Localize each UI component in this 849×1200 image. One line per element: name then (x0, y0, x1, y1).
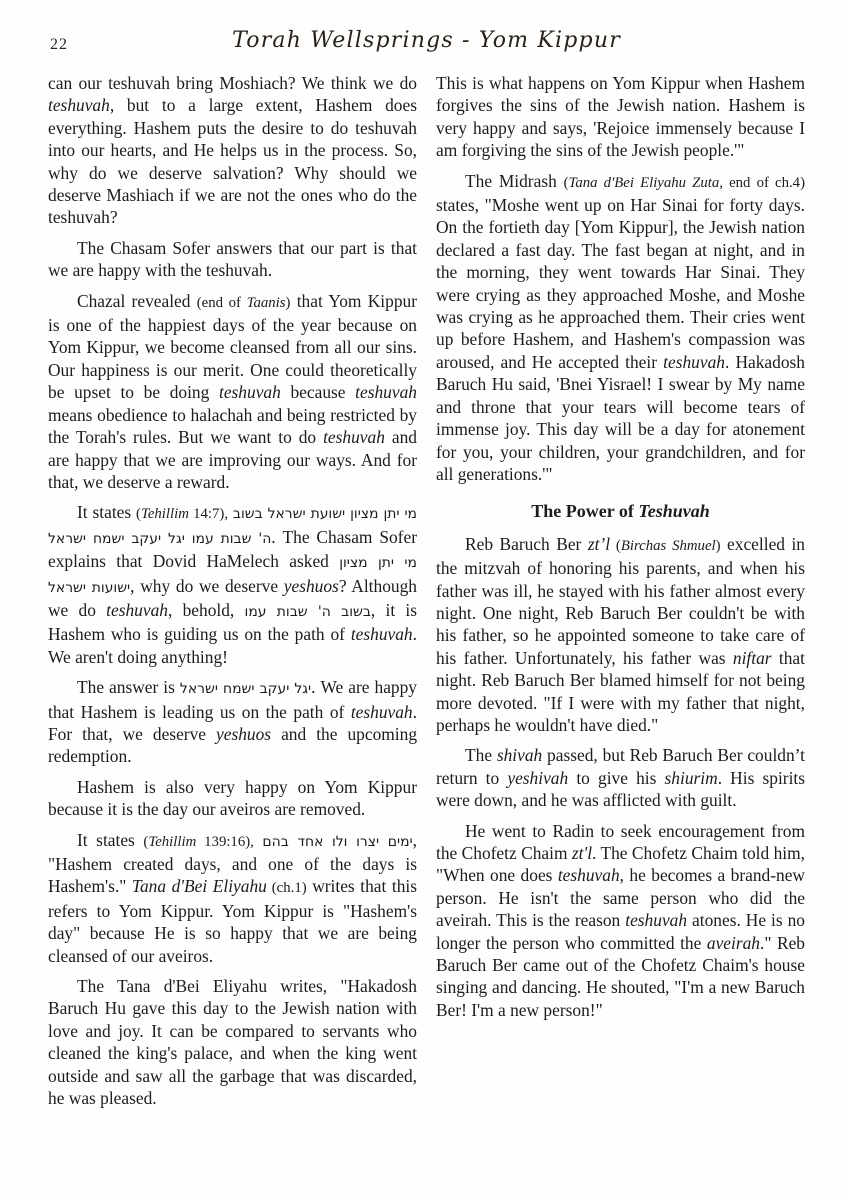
text-run: and are happy that we are improving our ways. And for that, we deserve a reward. (48, 427, 417, 492)
text-run: The Chasam Sofer answers that our part is that we are happy with the teshuvah. (48, 237, 417, 281)
text-run: that night. Reb Baruch Ber blamed himself for not being more devoted. "If I were with my father that night, perhaps he wouldn't have died." (436, 647, 805, 735)
text-run: . His spirits were down, and he was afflicted with guilt. (436, 767, 805, 811)
text-run: ) (285, 294, 291, 311)
text-run: ( (136, 506, 141, 523)
text-run: (ch.1) (266, 880, 307, 897)
text-run: ( (143, 833, 149, 850)
text-run: The Midrash (465, 170, 564, 191)
text-run: The (465, 745, 497, 766)
text-run: (end of (196, 294, 247, 311)
text-run: ." Reb Baruch Ber came out of the Chofetz Chaim's house singing and dancing. He shouted, "I'm a new Baruch Ber! I'm a new person!" (436, 932, 806, 1020)
text-run: ) (715, 537, 721, 554)
text-run: states, "Moshe went up on Har Sinai for forty days. On the fortieth day [Yom Kippur], the Jewish nation declared a fast day. The fast began at night, and in the morning, they went towards Har Sinai. They were crying as they approached Moshe, and Moshe was crying as he approached them. Their cries went up before Hashem, and Hashem's compassion was aroused, and He accepted their (436, 195, 805, 372)
text-run: It states (77, 829, 144, 850)
text-run: teshuvah (625, 910, 688, 931)
header-title: Torah Wellsprings - Yom Kippur (232, 28, 621, 53)
text-run: Tehillim (148, 833, 197, 850)
text-run: means obedience to halachah and being restricted by the Torah's rules. But we want to do (48, 404, 417, 448)
hebrew-text-run: מי יתן מציון ישועת ישראל בשוב ה' שבות עמו יגל יעקב ישמח ישראל (48, 506, 418, 547)
text-run: teshuvah (557, 865, 620, 886)
text-run: shiurim (664, 767, 718, 788)
text-run: teshuvah (355, 382, 417, 403)
text-run: writes that this refers to Yom Kippur. Yom Kippur is "Hashem's day" because He is so happy that we are being cleansed of our aveiros. (48, 876, 418, 966)
text-run: He went to Radin to seek encouragement from the Chofetz Chaim (436, 820, 805, 863)
text-run: 14:7), (188, 506, 229, 523)
paragraph (436, 744, 805, 811)
text-run: yeshuos (283, 575, 339, 596)
text-run: shivah (496, 745, 543, 766)
text-run: yeshuos (216, 723, 272, 744)
paragraph (436, 820, 805, 1022)
text-run: niftar (732, 647, 772, 668)
text-run: . We are happy that Hashem is leading us on the path of (48, 677, 418, 722)
paragraph (48, 676, 417, 768)
text-run: zt’l (587, 533, 611, 554)
text-run: It states (77, 502, 137, 523)
text-run: , why do we deserve (130, 575, 284, 596)
paragraph (436, 533, 805, 737)
text-run: Teshuvah (638, 501, 710, 522)
paragraph (48, 72, 417, 229)
text-run: and the upcoming redemption. (48, 723, 418, 767)
paragraph (48, 237, 417, 282)
text-run: This is what happens on Yom Kippur when Hashem forgives the sins of the Jewish nation. Hashem is very happy and says, 'Rejoice immensely because I am forgiving the sins of the Jewish people.'" (436, 73, 805, 161)
text-run: aveirah (706, 932, 760, 953)
text-run: that Yom Kippur is one of the happiest days of the year because on Yom Kippur, we become cleansed from all our sins. Our happiness is our merit. One could theoretically be upset to be doing (48, 290, 417, 403)
text-run: Birchas Shmuel (620, 537, 716, 554)
text-run: . Hakadosh Baruch Hu said, 'Bnei Yisrael! I swear by My name and throne that your tears will become tears of immense joy. This day will be a day for atonement for you, your children, your grandchildren, and for all generations.'" (436, 351, 805, 484)
text-run: zt'l (571, 843, 593, 863)
text-run: , end of ch.4) (719, 174, 805, 191)
text-run: teshuvah (663, 351, 725, 372)
text-run: teshuvah (350, 624, 413, 645)
column-right (436, 72, 805, 1029)
text-run: ? Although we do (48, 575, 417, 620)
text-run: Taanis (246, 294, 286, 311)
paragraph (436, 72, 805, 162)
text-run: Tana d'Bei Eliyahu (131, 876, 267, 897)
text-run: , but to a large extent, Hashem does everything. Hashem puts the desire to do teshuvah into our hearts, and He helps us in the process. So, why do we deserve salvation? Why should we deserve Mashiach if we are not the ones who do the teshuvah? (48, 95, 417, 228)
text-run: The Tana d'Bei Eliyahu writes, "Hakadosh Baruch Hu gave this day to the Jewish nation with love and joy. It can be compared to servants who cleaned the king's palace, and when the king went outside and saw all the garbage that was discarded, he was pleased. (48, 976, 417, 1109)
text-run: Hashem is also very happy on Yom Kippur because it is the day our aveiros are removed. (48, 776, 417, 820)
paragraph (48, 290, 417, 494)
column-left (48, 72, 417, 1117)
section-heading (436, 500, 805, 522)
text-run: , behold, (168, 599, 245, 620)
paragraph (48, 501, 417, 668)
page-number: 22 (50, 36, 68, 53)
text-run: excelled in the mitzvah of honoring his parents, and when his father was ill, he stayed with his father almost every night. One night, Reb Baruch Ber couldn't be with his father, so he appointed someone to take care of his father. Unfortunately, his father was (436, 533, 805, 668)
text-run: atones. He is no longer the person who committed the (436, 910, 806, 953)
text-run: 139:16), (196, 833, 254, 850)
text-run: can our teshuvah bring Moshiach? We think we do (48, 73, 417, 93)
text-run: Reb Baruch Ber (465, 533, 588, 554)
text-run: yeshivah (507, 767, 569, 788)
text-run: teshuvah (48, 95, 110, 116)
text-run: The answer is (77, 677, 180, 698)
text-run: , he becomes a brand-new person. He isn't the same person who did the aveirah. This is the reason (436, 865, 805, 931)
text-run: Tana d'Bei Eliyahu Zuta (568, 174, 720, 191)
text-run: passed, but Reb Baruch Ber couldn’t return to (436, 745, 805, 788)
text-run: to give his (568, 767, 665, 788)
text-run: . The Chofetz Chaim told him, "When one does (436, 843, 806, 886)
text-run: teshuvah (323, 427, 385, 448)
paragraph (48, 975, 417, 1109)
text-run: . For that, we deserve (48, 701, 417, 744)
text-run: , "Hashem created days, and one of the days is Hashem's." (48, 829, 417, 897)
text-run: teshuvah (106, 599, 168, 620)
page-header (48, 28, 805, 62)
text-run: Chazal revealed (77, 290, 197, 311)
text-run: teshuvah (218, 382, 281, 403)
text-run: teshuvah (350, 701, 413, 722)
paragraph (48, 829, 417, 967)
paragraph (436, 170, 805, 486)
text-run: Tehillim (140, 506, 189, 523)
hebrew-text-run: מי יתן מציון ישועות ישראל (48, 555, 417, 596)
hebrew-text-run: בשוב ה' שבות עמו (244, 603, 371, 620)
text-run: ( (610, 537, 621, 554)
hebrew-text-run: יגל יעקב ישמח ישראל (179, 681, 312, 698)
text-run: . The Chasam Sofer explains that Dovid HaMelech asked (48, 526, 417, 572)
text-run: ( (563, 174, 569, 191)
text-run: because (280, 382, 356, 403)
text-run: . We aren't doing anything! (48, 624, 417, 667)
paragraph (48, 776, 417, 821)
page-body (48, 72, 805, 1117)
hebrew-text-run: ימים יצרו ולו אחד בהם (262, 833, 413, 850)
text-run: , it is Hashem who is guiding us on the path of (48, 599, 417, 645)
text-run: The Power of (531, 501, 639, 522)
